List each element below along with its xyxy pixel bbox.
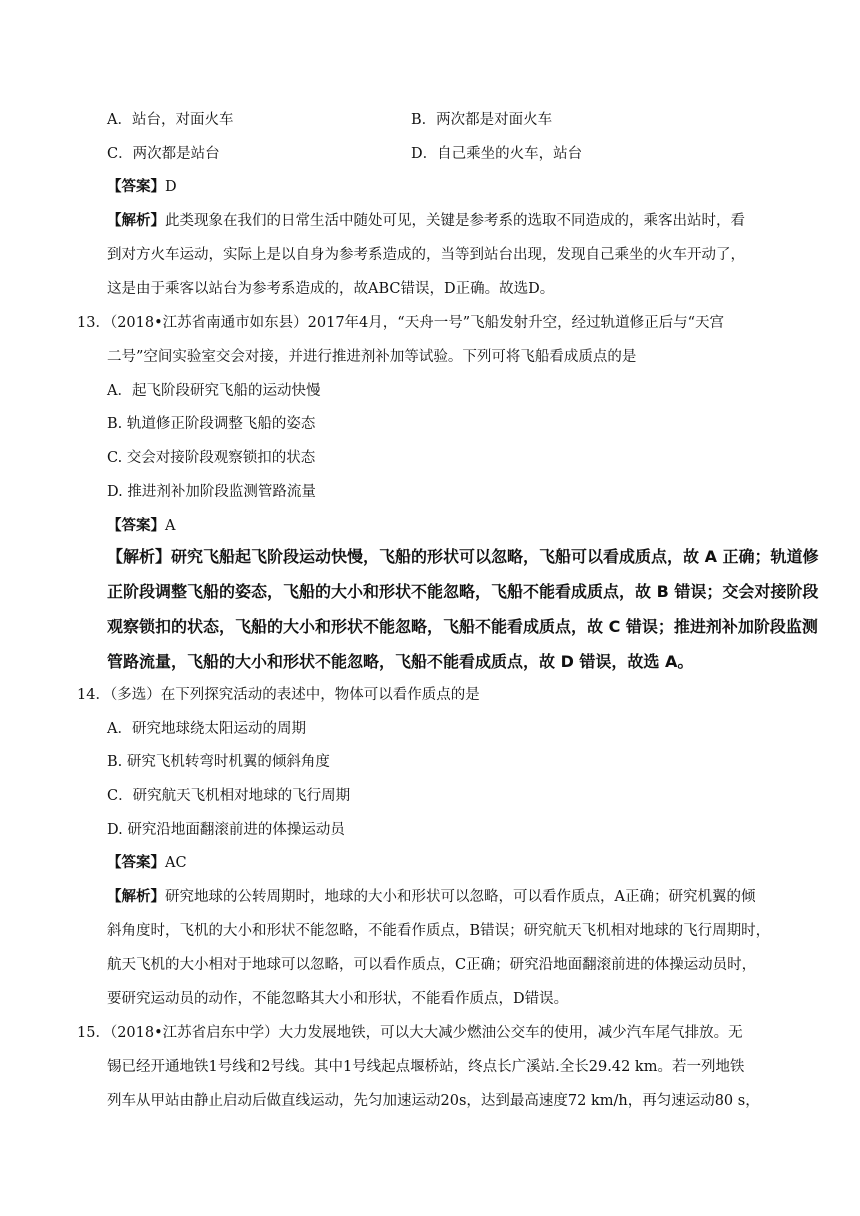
- q13-analysis-line-1: 【解析】研究飞船起飞阶段运动快慢，飞船的形状可以忽略，飞船可以看成质点，故 A 正确；轨道修: [107, 547, 819, 566]
- q12-option-c: C．两次都是站台: [107, 146, 220, 162]
- q14-answer: [107, 853, 820, 873]
- q14-analysis-line-1: [107, 887, 820, 907]
- q13-option-b: B. 轨道修正阶段调整飞船的姿态: [107, 416, 316, 432]
- q12-analysis-line-3: 这是由于乘客以站台为参考系造成的，故ABC错误，D正确。故选D。: [107, 281, 555, 297]
- q13-analysis-line-3: 观察锁扣的状态，飞船的大小和形状不能忽略，飞船不能看成质点，故 C 错误；推进剂补加阶段监测: [107, 617, 818, 636]
- analysis-tag: 【解析】: [107, 212, 165, 229]
- analysis-tag: 【解析】: [107, 888, 165, 905]
- q13-option-d: D. 推进剂补加阶段监测管路流量: [107, 484, 316, 500]
- q13-stem-line-2: 二号”空间实验室交会对接，并进行推进剂补加等试验。下列可将飞船看成质点的是: [107, 349, 637, 365]
- q14-option-a: A．研究地球绕太阳运动的周期: [107, 721, 306, 737]
- q14-option-b: B. 研究飞机转弯时机翼的倾斜角度: [107, 754, 330, 770]
- analysis-text: 研究地球的公转周期时，地球的大小和形状可以忽略，可以看作质点，A正确；研究机翼的倾: [165, 889, 756, 905]
- q12-option-d: D．自己乘坐的火车，站台: [411, 146, 583, 162]
- q15-stem-line-3: 列车从甲站由静止启动后做直线运动，先匀加速运动20s，达到最高速度72 km/h，再匀速运动80 s，: [107, 1093, 760, 1109]
- q13-stem-line-1: 13．（2018•江苏省南通市如东县）2017年4月，“天舟一号”飞船发射升空，经过轨道修正后与“天宫: [77, 315, 725, 331]
- q12-answer: [107, 177, 820, 197]
- q14-analysis-line-4: 要研究运动员的动作，不能忽略其大小和形状，不能看作质点，D错误。: [107, 991, 569, 1007]
- q14-stem: 14．（多选）在下列探究活动的表述中，物体可以看作质点的是: [77, 687, 480, 703]
- q12-option-a: A．站台，对面火车: [107, 112, 234, 128]
- q12-option-b: B．两次都是对面火车: [411, 112, 553, 128]
- answer-value: D: [165, 179, 177, 195]
- analysis-text: 此类现象在我们的日常生活中随处可见，关键是参考系的选取不同造成的，乘客出站时，看: [165, 213, 745, 229]
- q13-option-c: C. 交会对接阶段观察锁扣的状态: [107, 450, 316, 466]
- q13-answer: [107, 516, 820, 536]
- q13-option-a: A．起飞阶段研究飞船的运动快慢: [107, 383, 321, 399]
- q12-analysis-line-1: [107, 211, 820, 231]
- q14-analysis-line-3: 航天飞机的大小相对于地球可以忽略，可以看作质点，C正确；研究沿地面翻滚前进的体操运动员时，: [107, 957, 757, 973]
- q12-analysis-line-2: 到对方火车运动，实际上是以自身为参考系造成的，当等到站台出现，发现自己乘坐的火车开动了，: [107, 247, 745, 263]
- answer-tag: 【答案】: [107, 517, 165, 534]
- q14-analysis-line-2: 斜角度时，飞机的大小和形状不能忽略，不能看作质点，B错误；研究航天飞机相对地球的飞行周期时，: [107, 923, 771, 939]
- q13-analysis-line-4: 管路流量，飞船的大小和形状不能忽略，飞船不能看成质点，故 D 错误，故选 A。: [107, 652, 694, 671]
- answer-tag: 【答案】: [107, 178, 165, 195]
- q15-stem-line-2: 锡已经开通地铁1号线和2号线。其中1号线起点堰桥站，终点长广溪站.全长29.42 km。若一列地铁: [107, 1059, 745, 1075]
- q14-option-d: D. 研究沿地面翻滚前进的体操运动员: [107, 822, 345, 838]
- q14-option-c: C．研究航天飞机相对地球的飞行周期: [107, 788, 351, 804]
- answer-tag: 【答案】: [107, 854, 165, 871]
- q13-analysis-line-2: 正阶段调整飞船的姿态，飞船的大小和形状不能忽略，飞船不能看成质点，故 B 错误；交会对接阶段: [107, 582, 819, 601]
- answer-value: AC: [165, 855, 187, 871]
- answer-value: A: [165, 518, 176, 534]
- q15-stem-line-1: 15．（2018•江苏省启东中学）大力发展地铁，可以大大减少燃油公交车的使用，减少汽车尾气排放。无: [77, 1025, 743, 1041]
